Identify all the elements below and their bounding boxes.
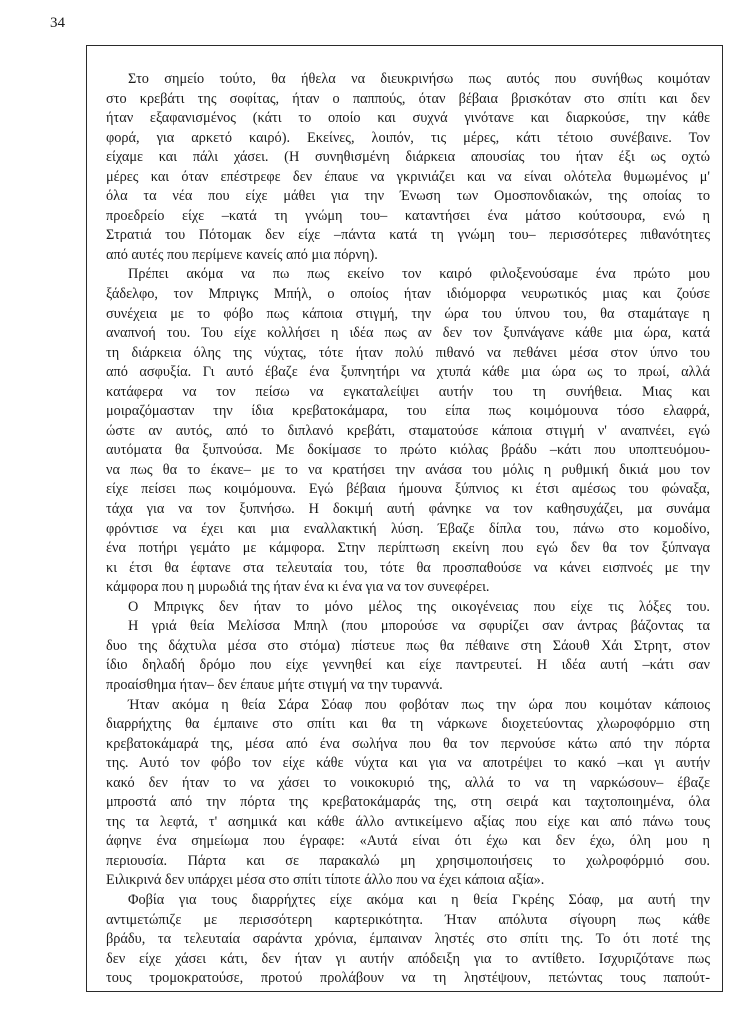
- text-line: από αυτές που περίμενε κανείς από μια πόρνη).: [106, 246, 378, 263]
- text-line: είχε πείσει πως κοιμόμουνα. Εγώ βέβαια ήμουνα ξύπνιος κι έτσι αμέσως του φώναξα,: [106, 481, 710, 498]
- text-line: αναπνοή του. Του είχε κολλήσει η ιδέα πως αν δεν τον ξυπνάγανε κάθε μια ώρα, κατά: [106, 325, 710, 342]
- text-line: της τα λεφτά, τ' ασημικά και κάθε άλλο αντικείμενο αξίας που είχε και από πάνω τους: [106, 813, 710, 830]
- text-line: διαρρήχτης θα έμπαινε στο σπίτι και θα τη νάρκωνε διοχετεύοντας χλωροφόρμιο στη: [106, 716, 710, 733]
- text-line: φρόντισε να έχει και μια εναλλακτική λύση. Έβαζε δίπλα του, πάνω στο κομοδίνο,: [106, 520, 710, 537]
- text-line: μέρες και όταν επέστρεφε δεν έπαυε να γκρινιάζει και να είναι ολότελα θυμωμένος μ': [106, 168, 710, 185]
- text-line: αντιμετώπιζε με περισσότερη καρτερικότητα. Ήταν απόλυτα σίγουρη πως κάθε: [106, 911, 710, 928]
- text-line: συνέχεια με το φόβο πως κάποια στιγμή, την ώρα του ύπνου του, θα σταμάταγε η: [106, 305, 710, 322]
- text-line: άφηνε ένα σημείωμα που έγραφε: «Αυτά είναι ότι έχω και δεν έχω, όλη μου η: [106, 833, 710, 850]
- text-line: Στρατιά του Πότομακ δεν είχε –πάντα κατά τη γνώμη του– περισσότερες πιθανότητες: [106, 227, 710, 244]
- text-line: όλα τα νέα που είχε μάθει για την Ένωση των Ομοσπονδιακών, της οποίας το: [106, 188, 710, 205]
- text-line: μπροστά από την πόρτα της κρεβατοκάμαράς της, στη σειρά και ταχτοποιημένα, όλα: [106, 794, 710, 811]
- text-line: Φοβία για τους διαρρήχτες είχε ακόμα και η θεία Γκρέης Σόαφ, μα αυτή την: [128, 891, 710, 908]
- text-line: προαίσθημα ήταν– δεν έπαυε μήτε στιγμή να την τυραννά.: [106, 676, 443, 693]
- text-line: ένα ποτήρι γεμάτο με κάμφορα. Στην περίπτωση εκείνη που εγώ δεν θα τον ξύπναγα: [106, 540, 710, 557]
- text-line: Ο Μπριγκς δεν ήταν το μόνο μέλος της οικογένειας που είχε τις λόξες του.: [128, 598, 710, 615]
- text-line: Η γριά θεία Μελίσσα Μπηλ (που μπορούσε να σφυρίζει σαν άντρας βάζοντας τα: [128, 618, 710, 635]
- text-line: από ασφυξία. Γι αυτό έβαζε ένα ξυπνητήρι να χτυπά κάθε μια ώρα ως το πρωί, αλλά: [106, 364, 710, 381]
- text-line: αυτόματα θα ξυπνούσα. Με δοκίμασε το πρώτο κιόλας βράδυ –κάτι που υποπτευόμου-: [106, 442, 710, 459]
- text-line: Ειλικρινά δεν υπάρχει μέσα στο σπίτι τίποτε άλλο που να έχει κάποια αξία».: [106, 872, 545, 889]
- text-line: φορά, για αρκετό καιρό). Εκείνες, λοιπόν, τις μέρες, κάτι τέτοιο συνέβαινε. Τον: [106, 129, 710, 146]
- text-line: δεν είχε χάσει κάτι, δεν ήταν γι αυτήν απόδειξη για το αντίθετο. Ισχυριζότανε πως: [106, 950, 710, 967]
- text-line: ώστε αν αυτός, από το διπλανό κρεβάτι, σταματούσε κάποια στιγμή ν' αναπνέει, εγώ: [106, 422, 710, 439]
- text-line: τη διάρκεια όλης της νύχτας, τότε ήταν πολύ πιθανό να πεθάνει μέσα στον ύπνο του: [106, 344, 710, 361]
- text-line: περιουσία. Πάρτα και σε παρακαλώ μη χρησιμοποιήσεις το χωλροφόρμιό σου.: [106, 852, 710, 869]
- text-line: δυο της δάχτυλα μέσα στο στόμα) πίστευε πως θα πέθαινε στη Σάουθ Χάι Στρητ, στον: [106, 637, 710, 654]
- text-line: Ήταν ακόμα η θεία Σάρα Σόαφ που φοβόταν πως την ώρα που κοιμόταν κάποιος: [128, 696, 710, 713]
- text-line: Στο σημείο τούτο, θα ήθελα να διευκρινήσω πως αυτός που συνήθως κοιμόταν: [128, 71, 710, 87]
- text-line: κρεβατοκάμαρά της, μέσα από ένα σωλήνα που θα τον περνούσε κάτω από την πόρτα: [106, 735, 710, 752]
- text-line: προεδρείο είχε –κατά τη γνώμη του– καταντήσει ένα μάτσο κούτσουρα, ενώ η: [106, 207, 710, 224]
- text-line: κατάφερα να τον πείσω να εγκαταλείψει αυτήν του τη συνήθεια. Μιας και: [106, 383, 710, 400]
- text-line: της. Αυτό τον φόβο τον είχε κάθε νύχτα και για να αποτρέψει το κακό –και γι αυτήν: [106, 755, 710, 772]
- body-text: [106, 70, 710, 989]
- text-line: τους τρομοκρατούσε, προτού προλάβουν να τη ληστέψουν, πετώντας τους παπούτ-: [106, 970, 710, 987]
- text-line: βράδυ, τα τελευταία σαράντα χρόνια, έμπαιναν ληστές στο σπίτι της. Το ότι ποτέ της: [106, 931, 710, 948]
- text-line: κι έτσι θα έφτανε στα τελευταία του, τότε θα προσπαθούσε να κάνει εισπνοές με την: [106, 559, 710, 576]
- text-line: ήταν εξαφανισμένος (κάτι το οποίο και συχνά γινότανε και διαρκούσε, την κάθε: [106, 110, 710, 127]
- text-line: τάχα για να τον ξυπνήσω. Η δοκιμή αυτή φάνηκε να τον καθησυχάζει, μα συνάμα: [106, 501, 710, 518]
- text-line: στο κρεβάτι της σοφίτας, ήταν ο παππούς, όταν βέβαια βρισκόταν στο σπίτι και δεν: [106, 90, 710, 107]
- text-line: κάμφορα που η μυρωδιά της ήταν ένα κι ένα για να τον συνεφέρει.: [106, 579, 490, 596]
- text-line: Πρέπει ακόμα να πω πως εκείνο τον καιρό φιλοξενούσαμε ένα πρώτο μου: [128, 266, 710, 283]
- text-line: ίδιο δηλαδή δρόμο που είχε γεννηθεί και είχε παντρευτεί. Η ιδέα αυτή –κάτι σαν: [106, 657, 710, 674]
- text-line: μοιραζόμασταν την ίδια κρεβατοκάμαρα, του είπα πως κοιμόμουνα τόσο ελαφρά,: [106, 403, 710, 420]
- text-line: να πως θα το έκανε– με το να κρατήσει την ανάσα του μόλις η ρυθμική δικιά μου τον: [106, 461, 710, 478]
- page-number: 34: [50, 15, 65, 31]
- text-line: ξάδελφο, τον Μπριγκς Μπήλ, ο οποίος ήταν ιδιόμορφα νευρωτικός μιας και ζούσε: [106, 286, 710, 303]
- text-line: κακό δεν ήταν το να χάσει το νοικοκυριό της, αλλά το να τη ναρκώσουν– έβαζε: [106, 774, 710, 791]
- text-line: είχαμε και πάλι χάσει. (Η συνηθισμένη διάρκεια απουσίας του ήταν έξι ως οχτώ: [106, 149, 710, 166]
